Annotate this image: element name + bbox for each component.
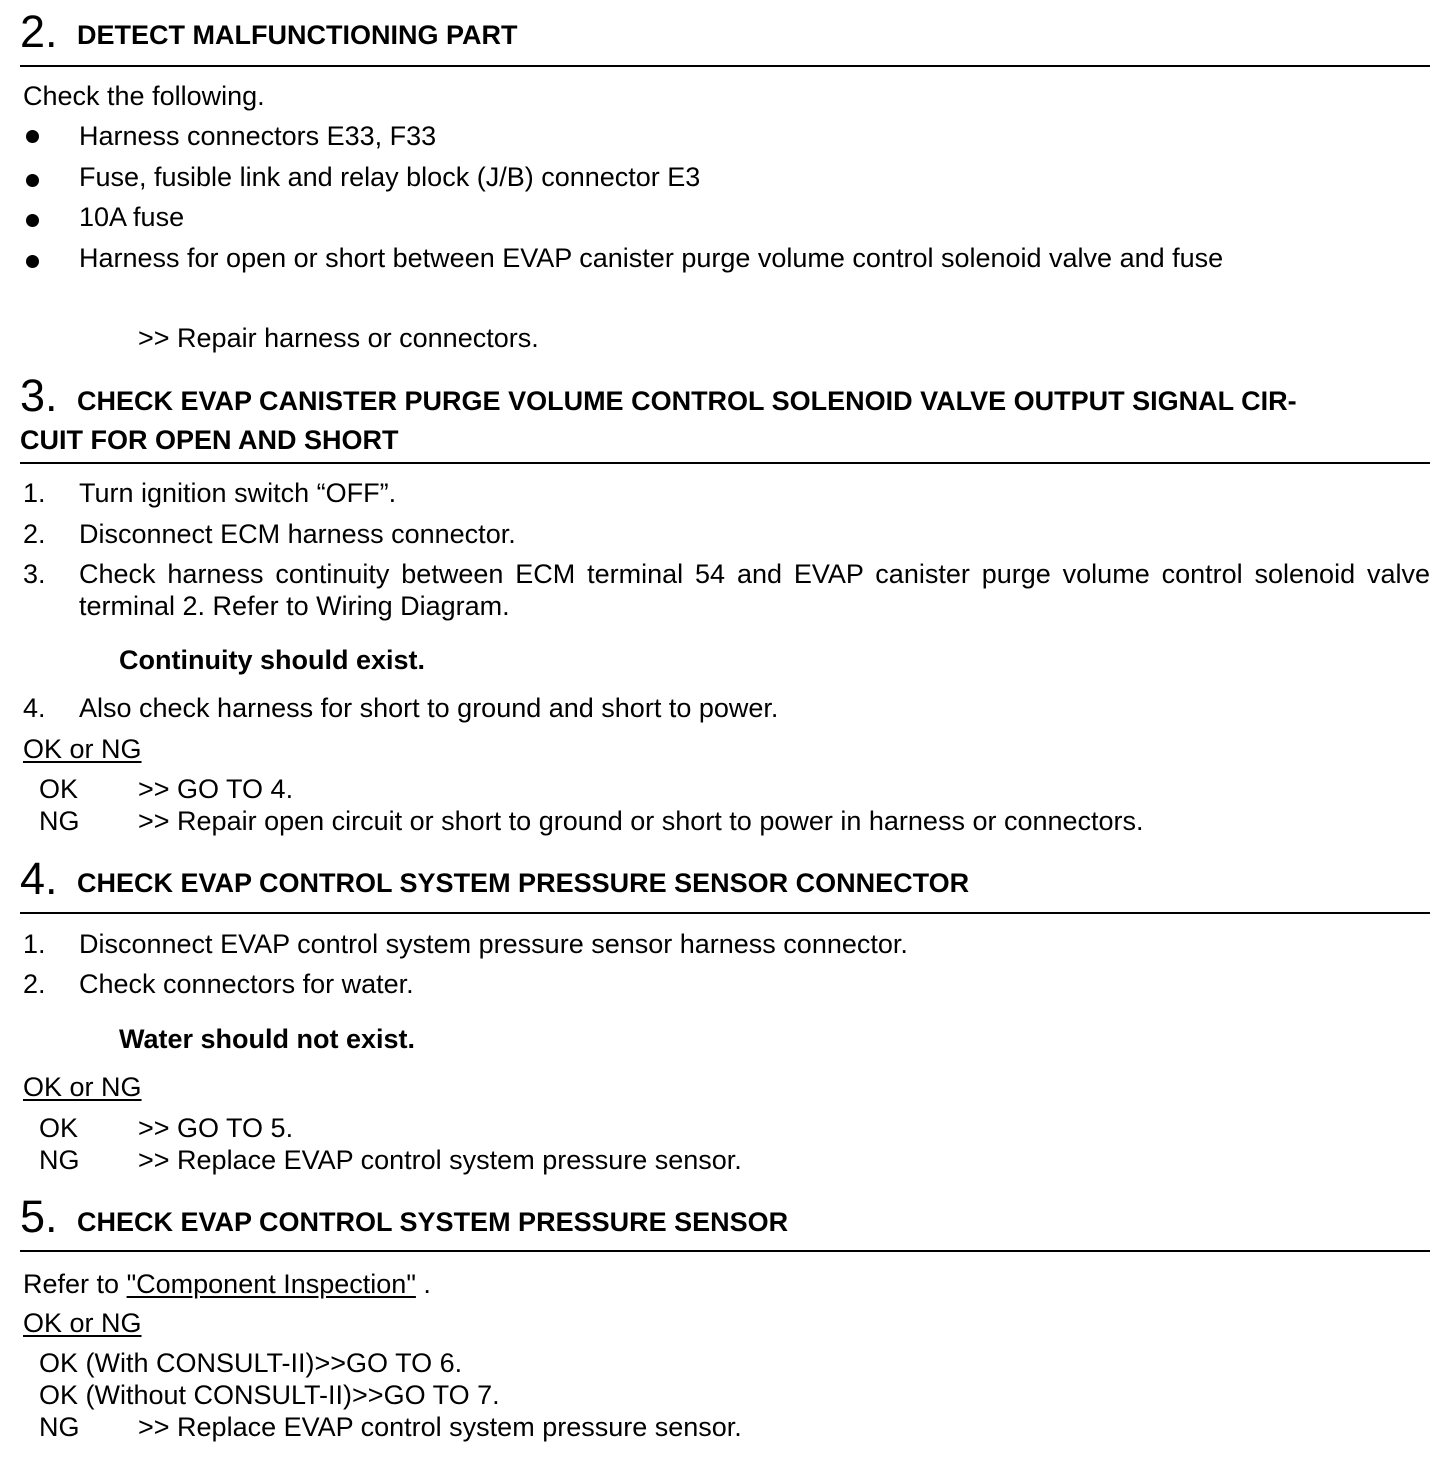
step-text: Check harness continuity between ECM terminal 54 and EVAP canister purge volume control solenoid valve terminal 2. Refer to Wiring Diagram. (79, 559, 1430, 621)
bullet-icon (26, 214, 39, 227)
bullet-icon (26, 130, 39, 143)
step-number-label: 1. (23, 929, 46, 959)
ng-label: NG (39, 1145, 80, 1175)
list-item: Harness connectors E33, F33 (79, 121, 437, 151)
step-text: Also check harness for short to ground and short to power. (79, 693, 779, 723)
step-text: Turn ignition switch “OFF”. (79, 478, 397, 508)
ok-result: >> GO TO 4. (138, 774, 294, 804)
ng-label: NG (39, 1412, 80, 1442)
step-number-label: 2. (23, 969, 46, 999)
step-number: 3. (20, 370, 58, 421)
step-text: Check connectors for water. (79, 969, 414, 999)
intro-text: Check the following. (23, 81, 265, 111)
step-number: 4. (20, 853, 58, 904)
section-title: CHECK EVAP CANISTER PURGE VOLUME CONTROL SOLENOID VALVE OUTPUT SIGNAL CIR- (77, 386, 1297, 416)
ok-or-ng-heading: OK or NG (23, 1308, 142, 1338)
ok-without-consult-result: OK (Without CONSULT-II)>>GO TO 7. (39, 1380, 500, 1410)
section-divider (20, 65, 1430, 67)
ok-label: OK (39, 774, 79, 804)
step-number-label: 4. (23, 693, 46, 723)
step-number-label: 2. (23, 519, 46, 549)
component-inspection-link[interactable]: "Component Inspection" (126, 1269, 416, 1299)
refer-prefix: Refer to (23, 1269, 120, 1299)
bullet-icon (26, 174, 39, 187)
section-title: CHECK EVAP CONTROL SYSTEM PRESSURE SENSOR CONNECTOR (77, 868, 970, 898)
step-text: Disconnect EVAP control system pressure sensor harness connector. (79, 929, 908, 959)
ok-with-consult-result: OK (With CONSULT-II)>>GO TO 6. (39, 1348, 463, 1378)
spec-text: Continuity should exist. (119, 645, 426, 675)
list-item: Harness for open or short between EVAP canister purge volume control solenoid valve and fuse (79, 243, 1224, 273)
section-title: CHECK EVAP CONTROL SYSTEM PRESSURE SENSOR (77, 1207, 789, 1237)
section-divider (20, 912, 1430, 914)
step-number-label: 3. (23, 559, 46, 589)
ng-result: >> Replace EVAP control system pressure sensor. (138, 1145, 742, 1175)
ng-result: >> Repair open circuit or short to ground or short to power in harness or connectors. (138, 806, 1144, 836)
list-item: Fuse, fusible link and relay block (J/B) connector E3 (79, 162, 701, 192)
step-number-label: 1. (23, 478, 46, 508)
section-title: DETECT MALFUNCTIONING PART (77, 20, 518, 50)
ok-label: OK (39, 1113, 79, 1143)
refer-line (23, 1268, 431, 1300)
section-title-continued: CUIT FOR OPEN AND SHORT (20, 425, 399, 455)
section-divider (20, 462, 1430, 464)
ok-or-ng-heading: OK or NG (23, 1072, 142, 1102)
result-text: >> Repair harness or connectors. (138, 323, 539, 353)
bullet-icon (26, 255, 39, 268)
step-number: 2. (20, 6, 58, 57)
refer-suffix: . (423, 1269, 431, 1299)
ok-result: >> GO TO 5. (138, 1113, 294, 1143)
list-item: 10A fuse (79, 202, 185, 232)
section-divider (20, 1250, 1430, 1252)
step-text: Disconnect ECM harness connector. (79, 519, 516, 549)
ng-result: >> Replace EVAP control system pressure sensor. (138, 1412, 742, 1442)
spec-text: Water should not exist. (119, 1024, 416, 1054)
ok-or-ng-heading: OK or NG (23, 734, 142, 764)
ng-label: NG (39, 806, 80, 836)
step-number: 5. (20, 1191, 58, 1242)
